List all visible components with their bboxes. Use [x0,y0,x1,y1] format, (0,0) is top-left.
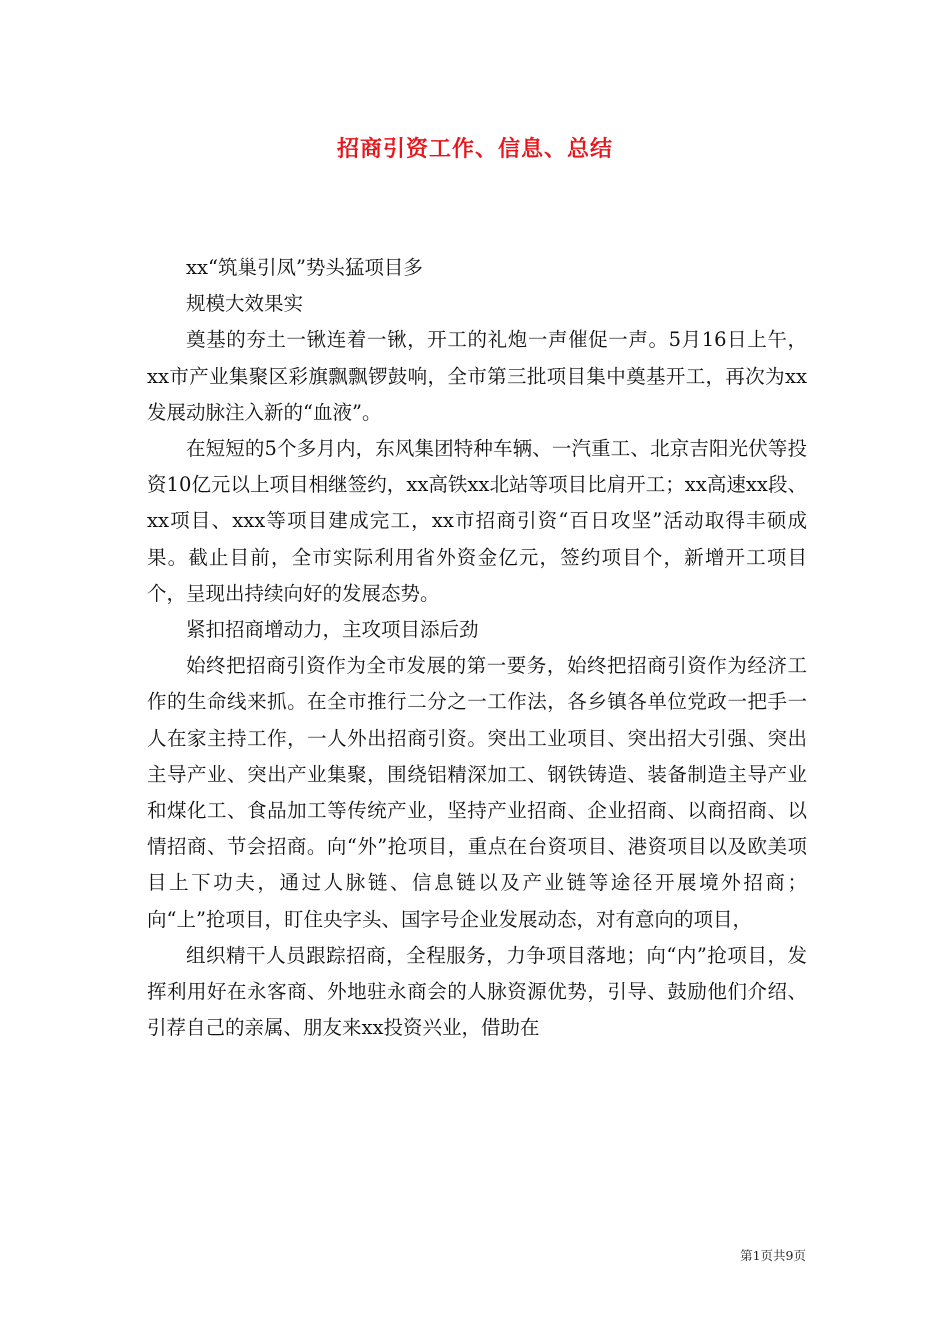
paragraph-heading-3: 紧扣招商增动力，主攻项目添后劲 [186,618,479,642]
paragraph: 始终把招商引资作为全市发展的第一要务，始终把招商引资作为经济工作的生命线来抓。在全市推行二分之一工作法，各乡镇各单位党政一把手一人在家主持工作，一人外出招商引资。突出工业项目、突出招大引强、突出主导产业、突出产业集聚，围绕铝精深加工、钢铁铸造、装备制造主导产业和煤化工、食品加工等传统产业，坚持产业招商、企业招商、以商招商、以情招商、节会招商。向“外”抢项目，重点在台资项目、港资项目以及欧美项目上下功夫，通过人脉链、信息链以及产业链等途径开展境外招商；向“上”抢项目，盯住央字头、国字号企业发展动态，对有意向的项目， [147,654,807,931]
paragraph-heading-1: xx“筑巢引凤”势头猛项目多 [186,256,423,279]
document-body [147,250,807,1046]
paragraph: 组织精干人员跟踪招商，全程服务，力争项目落地；向“内”抢项目，发挥利用好在永客商、外地驻永商会的人脉资源优势，引导、鼓励他们介绍、引荐自己的亲属、朋友来xx投资兴业，借助在 [147,943,807,1040]
paragraph: 奠基的夯土一锹连着一锹，开工的礼炮一声催促一声。5月16日上午，xx市产业集聚区彩旗飘飘锣鼓响，全市第三批项目集中奠基开工，再次为xx发展动脉注入新的“血液”。 [147,328,807,424]
paragraph: 在短短的5个多月内，东风集团特种车辆、一汽重工、北京吉阳光伏等投资10亿元以上项目相继签约，xx高铁xx北站等项目比肩开工；xx高速xx段、xx项目、xxx等项目建成完工，xx市招商引资“百日攻坚”活动取得丰硕成果。截止目前，全市实际利用省外资金亿元，签约项目个，新增开工项目个，呈现出持续向好的发展态势。 [147,437,807,605]
page-number: 第1页共9页 [740,1248,806,1263]
paragraph-heading-2: 规模大效果实 [186,292,304,316]
document-title: 招商引资工作、信息、总结 [336,136,613,162]
